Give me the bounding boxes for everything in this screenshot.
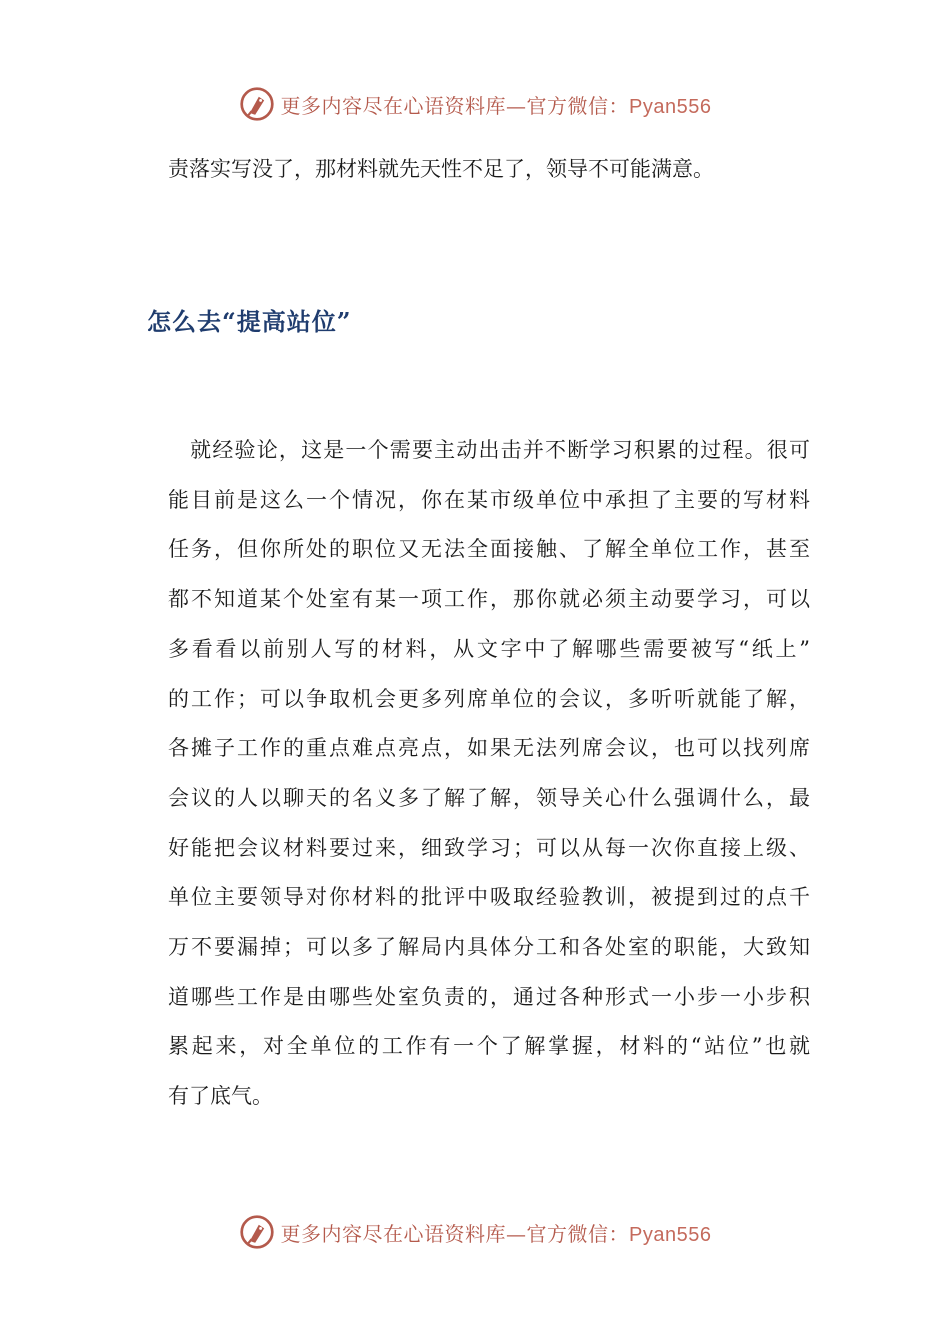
pen-nib-logo-icon <box>239 1214 275 1250</box>
paragraph-line: 都不知道某个处室有某一项工作，那你就必须主动要学习，可以 <box>168 587 810 612</box>
paragraph-line: 的工作；可以争取机会更多列席单位的会议，多听听就能了解， <box>168 686 810 711</box>
paragraph-line: 道哪些工作是由哪些处室负责的，通过各种形式一小步一小步积 <box>168 984 810 1009</box>
header-banner <box>0 82 950 126</box>
paragraph-line: 单位主要领导对你材料的批评中吸取经验教训，被提到过的点千 <box>168 885 810 910</box>
continued-paragraph: 责落实写没了，那材料就先天性不足了，领导不可能满意。 <box>168 157 714 181</box>
paragraph-line: 多看看以前别人写的材料，从文字中了解哪些需要被写“纸上” <box>168 636 810 661</box>
paragraph-line: 能目前是这么一个情况，你在某市级单位中承担了主要的写材料 <box>168 487 810 512</box>
paragraph-line: 任务，但你所处的职位又无法全面接触、了解全单位工作，甚至 <box>168 537 810 562</box>
header-banner-text <box>281 90 712 119</box>
paragraph-line: 就经验论，这是一个需要主动出击并不断学习积累的过程。很可 <box>168 438 810 462</box>
paragraph-line: 万不要漏掉；可以多了解局内具体分工和各处室的职能，大致知 <box>168 935 810 960</box>
body-paragraph <box>168 426 810 1122</box>
paragraph-line: 好能把会议材料要过来，细致学习；可以从每一次你直接上级、 <box>168 835 810 860</box>
section-heading: 怎么去“提高站位” <box>147 307 352 336</box>
footer-banner-text <box>281 1218 712 1247</box>
header-banner-content <box>239 86 712 122</box>
header-wechat-id: Pyan556 <box>629 95 712 118</box>
footer-banner <box>0 1210 950 1254</box>
paragraph-line: 累起来，对全单位的工作有一个了解掌握，材料的“站位”也就 <box>168 1034 810 1059</box>
paragraph-line: 各摊子工作的重点难点亮点，如果无法列席会议，也可以找列席 <box>168 736 810 761</box>
footer-wechat-id: Pyan556 <box>629 1223 712 1246</box>
header-banner-label: 更多内容尽在心语资料库—官方微信： <box>280 93 630 118</box>
footer-banner-content <box>239 1214 712 1250</box>
footer-banner-label: 更多内容尽在心语资料库—官方微信： <box>280 1221 630 1246</box>
paragraph-line: 会议的人以聊天的名义多了解了解，领导关心什么强调什么，最 <box>168 785 810 810</box>
paragraph-line: 有了底气。 <box>168 1084 273 1109</box>
pen-nib-logo-icon <box>239 86 275 122</box>
